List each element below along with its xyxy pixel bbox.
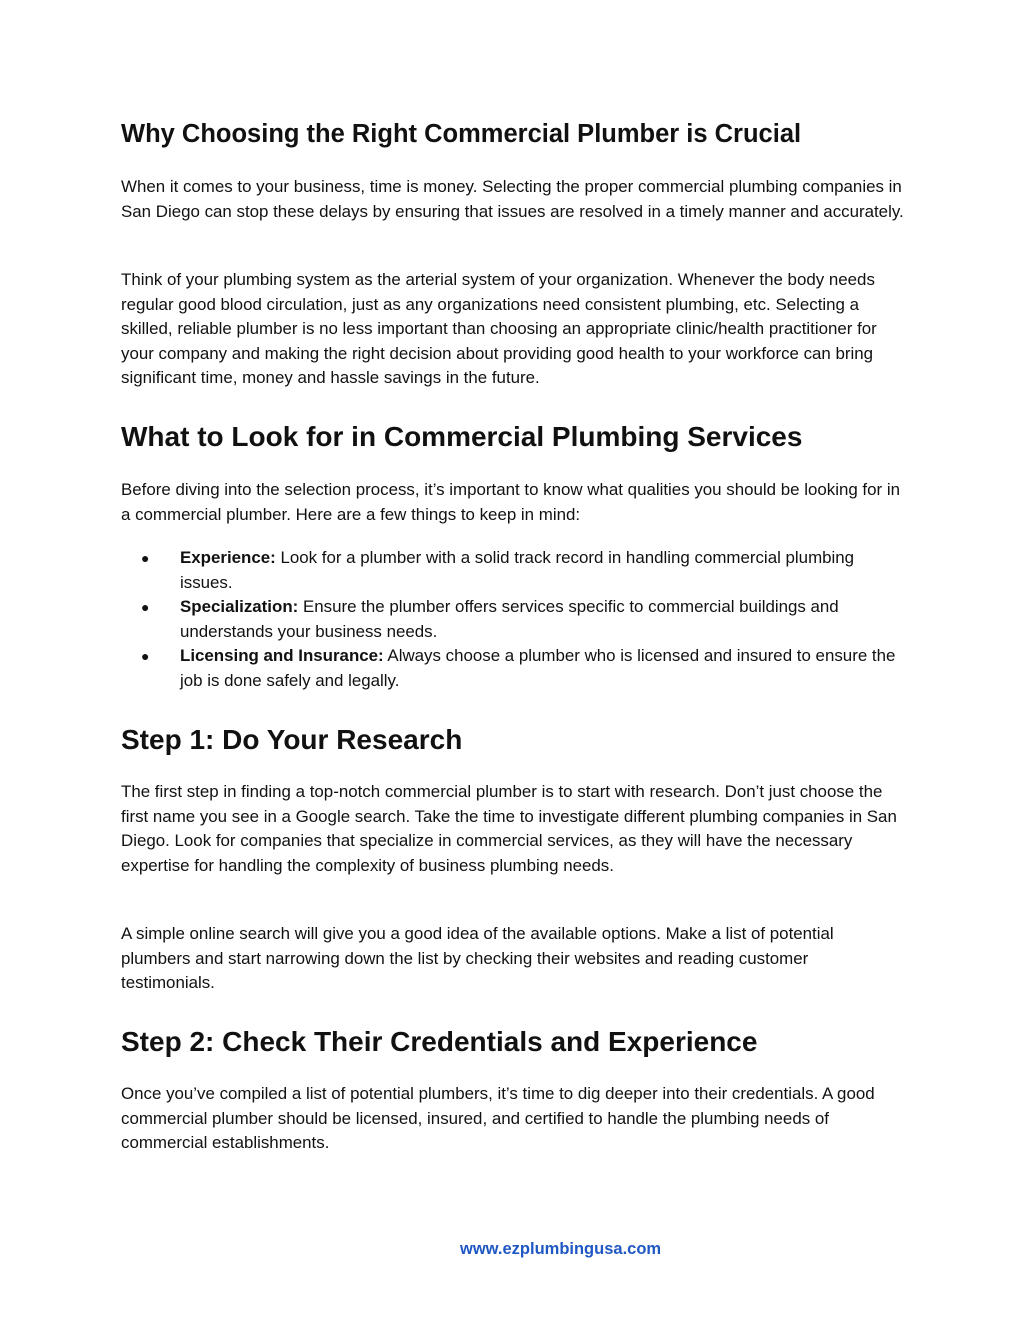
bullet-dot-icon: ● bbox=[141, 550, 150, 566]
section-heading-what-to-look-for: What to Look for in Commercial Plumbing Services bbox=[121, 421, 803, 452]
footer-website-link[interactable]: www.ezplumbingusa.com bbox=[460, 1240, 662, 1258]
bullet-label: Licensing and Insurance: bbox=[180, 646, 384, 665]
paragraph-first-step-research: The first step in finding a top-notch commercial plumber is to start with research. Don’t just choose the first name you see in a Google search. Take the time to investigate different plumbing companies in San Diego. Look for companies that specialize in commercial services, as they will have the necessary expertise for handling the complexity of business plumbing needs. bbox=[121, 782, 897, 875]
bullet-dot-icon: ● bbox=[141, 648, 150, 664]
section-heading-step-1: Step 1: Do Your Research bbox=[121, 724, 463, 755]
bullet-specialization bbox=[121, 595, 906, 644]
bullet-dot-icon: ● bbox=[141, 599, 150, 615]
bullet-text: Ensure the plumber offers services specific to commercial buildings and understands your business needs. bbox=[180, 597, 839, 641]
paragraph-arterial-system: Think of your plumbing system as the arterial system of your organization. Whenever the body needs regular good blood circulation, just as any organizations need consistent plumbing, etc. Selecting a skilled, reliable plumber is no less important than choosing an appropriate clinic/health practitioner for your company and making the right decision about providing good health to your workforce can bring significant time, money and hassle savings in the future. bbox=[121, 270, 877, 387]
paragraph-online-search: A simple online search will give you a good idea of the available options. Make a list of potential plumbers and start narrowing down the list by checking their websites and reading customer testimonials. bbox=[121, 924, 834, 992]
paragraph-credentials: Once you’ve compiled a list of potential plumbers, it’s time to dig deeper into their credentials. A good commercial plumber should be licensed, insured, and certified to handle the plumbing needs of commercial establishments. bbox=[121, 1084, 875, 1152]
bullet-label: Experience: bbox=[180, 548, 276, 567]
qualities-bullet-list bbox=[121, 546, 906, 693]
paragraph-time-is-money: When it comes to your business, time is money. Selecting the proper commercial plumbing companies in San Diego can stop these delays by ensuring that issues are resolved in a timely manner and accurately. bbox=[121, 177, 904, 221]
section-heading-step-2: Step 2: Check Their Credentials and Experience bbox=[121, 1026, 758, 1057]
bullet-label: Specialization: bbox=[180, 597, 299, 616]
bullet-licensing bbox=[121, 644, 906, 693]
bullet-text: Look for a plumber with a solid track record in handling commercial plumbing issues. bbox=[180, 548, 855, 592]
section-heading-why-choose: Why Choosing the Right Commercial Plumber is Crucial bbox=[121, 120, 802, 148]
bullet-text: Always choose a plumber who is licensed and insured to ensure the job is done safely and legally. bbox=[180, 646, 896, 690]
paragraph-before-diving: Before diving into the selection process, it’s important to know what qualities you should be looking for in a commercial plumber. Here are a few things to keep in mind: bbox=[121, 480, 900, 524]
bullet-experience bbox=[121, 546, 906, 595]
